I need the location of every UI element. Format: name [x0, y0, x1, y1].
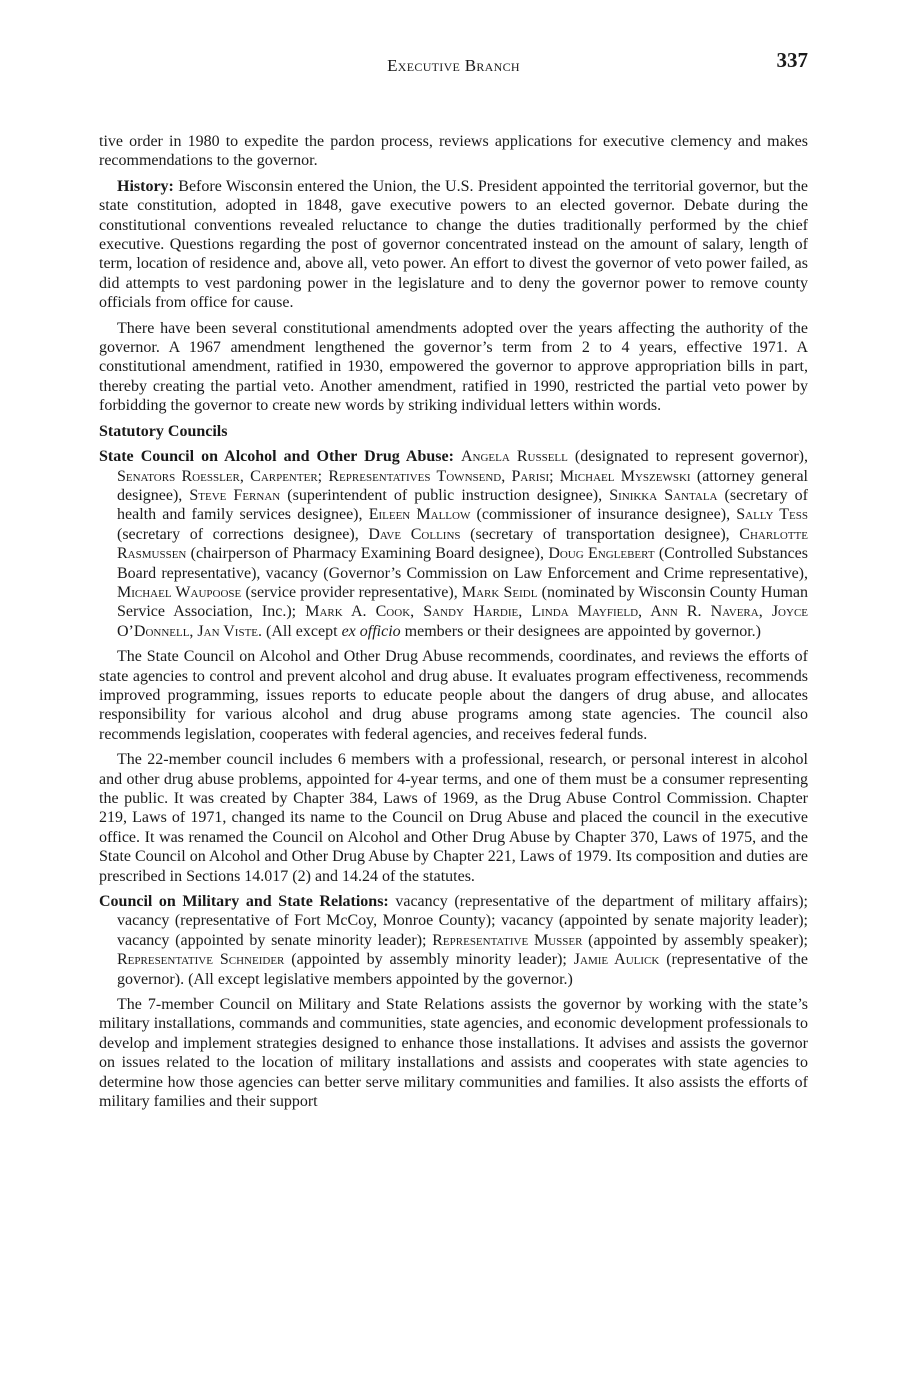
member-note: (superintendent of public instruction designee),	[280, 486, 610, 504]
intro-paragraph: tive order in 1980 to expedite the pardon process, reviews applications for executive clemency and makes recommendations to the governor.	[99, 133, 808, 170]
member-name: Representative Schneider	[117, 951, 285, 969]
page-body	[99, 132, 808, 1112]
member-name: Charlotte Rasmussen	[117, 525, 808, 563]
member-note: (secretary of transportation designee),	[460, 525, 740, 543]
member-name: Michael Waupoose	[117, 583, 242, 601]
member-name: Mark A. Cook, Sandy Hardie, Linda Mayfield, Ann R. Navera, Joyce O’Donnell, Jan Viste	[117, 603, 808, 640]
amendments-paragraph: There have been several constitutional amendments adopted over the years affecting the authority of the governor. A 1967 amendment lengthened the governor’s term from 2 to 4 years, effective 1971. A constitutional amendment, ratified in 1930, empowered the governor to approve appropriation bills in part, thereby creating the partial veto. Another amendment, ratified in 1990, restricted the partial veto power by forbidding the governor to create new words by striking individual letters within words.	[99, 319, 808, 415]
military-council-entry	[99, 892, 808, 989]
running-head	[99, 48, 808, 82]
military-council-label: Council on Military and State Relations:	[99, 893, 389, 911]
section-heading-statutory-councils: Statutory Councils	[99, 422, 228, 440]
member-name: Angela Russell	[460, 448, 568, 466]
running-head-title: Executive Branch	[387, 56, 520, 75]
member-note: (appointed by assembly speaker);	[582, 931, 809, 949]
history-paragraph	[99, 177, 808, 313]
member-name: Dave Collins	[368, 525, 461, 543]
member-note: (commissioner of insurance designee),	[470, 506, 737, 524]
member-name: Representative Musser	[432, 931, 583, 949]
ex-officio-term: ex officio	[341, 622, 401, 640]
alcohol-council-description: The State Council on Alcohol and Other Drug Abuse recommends, coordinates, and reviews the efforts of state agencies to control and prevent alcohol and drug abuse. It evaluates program effectiveness, recommends improved programming, issues reports to educate people about the dangers of drug abuse, and allocates responsibility for various alcohol and drug abuse programs among state agencies. The council also recommends legislation, cooperates with federal agencies, and receives federal funds.	[99, 648, 808, 743]
military-lead-text: vacancy (representative of the department of military affairs); vacancy (representative of Fort McCoy, Monroe County); vacancy (appointed by senate majority leader); vacancy (appointed by senate minority leader);	[117, 893, 808, 949]
member-name: Sally Tess	[736, 506, 809, 524]
member-name: Sinikka Santala	[609, 486, 718, 504]
member-name: Steve Fernan	[189, 486, 281, 504]
member-note: (appointed by assembly minority leader);	[284, 951, 574, 969]
member-note: (attorney general designee),	[117, 467, 808, 504]
member-note: (Controlled Substances Board representative), vacancy (Governor’s Commission on Law Enforcement and Crime representative),	[117, 545, 809, 582]
member-note: (designated to represent governor),	[567, 448, 808, 466]
alcohol-council-history: The 22-member council includes 6 members with a professional, research, or personal interest in alcohol and other drug abuse problems, appointed for 4-year terms, and one of them must be a consumer representing the public. It was created by Chapter 384, Laws of 1969, as the Drug Abuse Control Commission. Chapter 219, Laws of 1971, changed its name to the Council on Drug Abuse and placed the council in the executive office. It was renamed the Council on Alcohol and Other Drug Abuse by Chapter 370, Laws of 1975, and the State Council on Alcohol and Other Drug Abuse by Chapter 221, Laws of 1979. Its composition and duties are prescribed in Sections 14.017 (2) and 14.24 of the statutes.	[99, 751, 808, 885]
member-name: Senators Roessler, Carpenter; Representatives Townsend, Parisi; Michael Myszewski	[117, 467, 691, 485]
member-note: (service provider representative),	[241, 583, 462, 601]
alcohol-council-label: State Council on Alcohol and Other Drug Abuse:	[99, 448, 454, 466]
member-note: . (All except	[258, 622, 342, 640]
history-text: Before Wisconsin entered the Union, the U.S. President appointed the territorial governor, but the state constitution, adopted in 1848, gave executive powers to an elected governor. Debate during the constitutional conventions revealed reluctance to change the duties traditionally performed by the chief executive. Questions regarding the post of governor concentrated instead on the amount of salary, length of term, location of residence and, above all, veto power. An effort to divest the governor of veto power failed, as did attempts to vest pardoning power in the legislature and to deny the governor power to remove county officials from office for cause.	[99, 177, 809, 312]
page-number: 337	[776, 48, 808, 72]
closing-note: members or their designees are appointed by governor.)	[400, 622, 761, 640]
member-note: (chairperson of Pharmacy Examining Board designee),	[186, 545, 549, 563]
member-note: (secretary of health and family services designee),	[117, 486, 808, 524]
military-council-description: The 7-member Council on Military and State Relations assists the governor by working with the state’s military installations, commands and communities, state agencies, and economic development professionals to develop and implement strategies designed to enhance those installations. It advises and assists the governor on issues related to the location of military installations and assists and cooperates with state agencies to determine how those agencies can better serve military communities and families. It also assists the efforts of military families and their support	[99, 996, 808, 1111]
member-note: (secretary of corrections designee),	[117, 525, 369, 543]
document-page	[99, 48, 808, 1118]
member-name: Eileen Mallow	[368, 506, 471, 524]
member-name: Doug Englebert	[548, 545, 655, 563]
alcohol-council-entry	[99, 447, 808, 641]
member-note: (representative of the governor). (All except legislative members appointed by the governor.)	[117, 951, 808, 988]
member-note: (nominated by Wisconsin County Human Service Association, Inc.);	[117, 583, 808, 621]
member-name: Mark Seidl	[461, 583, 538, 601]
history-label: History:	[117, 177, 174, 195]
member-name: Jamie Aulick	[573, 951, 660, 969]
